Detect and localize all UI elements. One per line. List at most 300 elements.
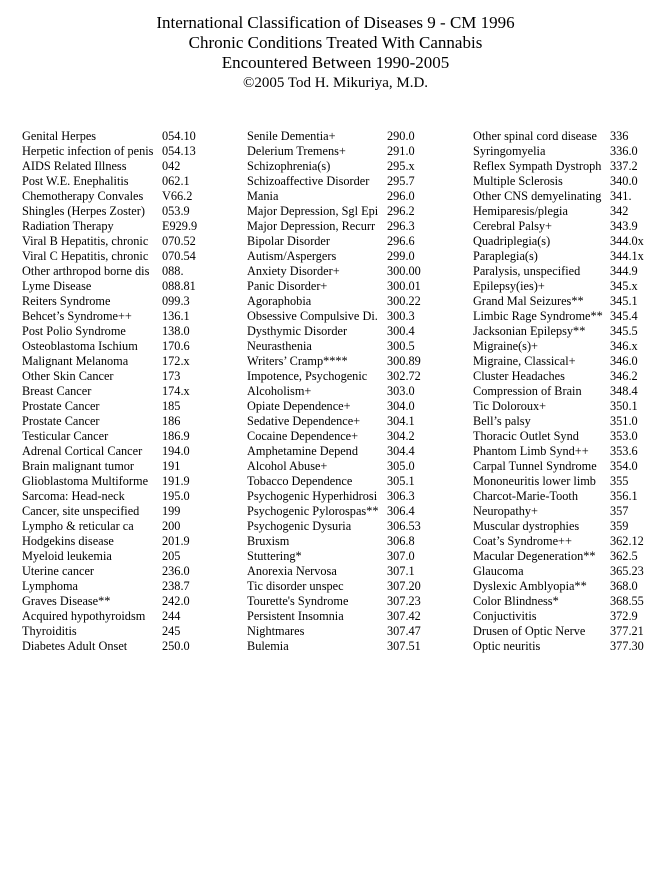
diagnosis-row [473, 399, 671, 414]
diagnosis-row [247, 384, 472, 399]
icd9-code: 303.0 [387, 384, 415, 398]
diagnosis-row [247, 489, 472, 504]
icd9-code: 173 [162, 369, 181, 383]
diagnosis-row [247, 564, 472, 579]
diagnosis-name: Optic neuritis [473, 639, 541, 653]
diagnosis-name: Brain malignant tumor [22, 459, 135, 473]
diagnosis-name: Anxiety Disorder+ [247, 264, 340, 278]
icd9-code: 365.23 [610, 564, 644, 578]
icd9-code: 346.2 [610, 369, 638, 383]
icd9-code: 296.0 [387, 189, 415, 203]
diagnosis-name: Neuropathy+ [473, 504, 538, 518]
diagnosis-name: Tourette's Syndrome [247, 594, 349, 608]
diagnosis-row [473, 579, 671, 594]
diagnosis-name: Migraine(s)+ [473, 339, 538, 353]
diagnosis-row [473, 249, 671, 264]
icd9-code: 054.13 [162, 144, 196, 158]
diagnosis-column-2 [247, 129, 472, 654]
diagnosis-name: Quadriplegia(s) [473, 234, 551, 248]
diagnosis-row [22, 579, 242, 594]
icd9-code: 070.54 [162, 249, 196, 263]
diagnosis-row [247, 234, 472, 249]
diagnosis-row [473, 219, 671, 234]
diagnosis-name: Thyroiditis [22, 624, 77, 638]
diagnosis-row [473, 519, 671, 534]
diagnosis-name: Autism/Aspergers [247, 249, 337, 263]
icd9-code: 337.2 [610, 159, 638, 173]
diagnosis-name: Opiate Dependence+ [247, 399, 351, 413]
diagnosis-name: Charcot-Marie-Tooth [473, 489, 578, 503]
icd9-code: 304.2 [387, 429, 415, 443]
icd9-code: 345.5 [610, 324, 638, 338]
diagnosis-name: Muscular dystrophies [473, 519, 580, 533]
icd9-code: 238.7 [162, 579, 190, 593]
icd9-code: 099.3 [162, 294, 190, 308]
diagnosis-name: Shingles (Herpes Zoster) [22, 204, 145, 218]
diagnosis-name: Bulemia [247, 639, 289, 653]
diagnosis-row [473, 324, 671, 339]
diagnosis-row [473, 594, 671, 609]
diagnosis-row [22, 594, 242, 609]
diagnosis-row [247, 144, 472, 159]
diagnosis-name: Viral C Hepatitis, chronic [22, 249, 149, 263]
icd9-code: 244 [162, 609, 181, 623]
diagnosis-name: AIDS Related Illness [22, 159, 127, 173]
diagnosis-row [247, 249, 472, 264]
document-subtitle: Chronic Conditions Treated With Cannabis [188, 33, 483, 52]
diagnosis-row [473, 429, 671, 444]
diagnosis-row [247, 369, 472, 384]
diagnosis-name: Post Polio Syndrome [22, 324, 126, 338]
diagnosis-name: Psychogenic Dysuria [247, 519, 352, 533]
icd9-code: 300.5 [387, 339, 415, 353]
icd9-code: 377.30 [610, 639, 644, 653]
diagnosis-row [473, 474, 671, 489]
icd9-code: 372.9 [610, 609, 638, 623]
diagnosis-name: Post W.E. Enephalitis [22, 174, 129, 188]
diagnosis-name: Glaucoma [473, 564, 524, 578]
diagnosis-row [247, 429, 472, 444]
diagnosis-row [22, 414, 242, 429]
diagnosis-name: Bell’s palsy [473, 414, 531, 428]
icd9-code: 300.3 [387, 309, 415, 323]
diagnosis-row [473, 564, 671, 579]
icd9-code: 191.9 [162, 474, 190, 488]
diagnosis-name: Adrenal Cortical Cancer [22, 444, 143, 458]
icd9-code: 307.20 [387, 579, 421, 593]
diagnosis-name: Graves Disease** [22, 594, 111, 608]
diagnosis-name: Reiters Syndrome [22, 294, 111, 308]
diagnosis-name: Delerium Tremens+ [247, 144, 346, 158]
icd9-code: 353.6 [610, 444, 638, 458]
icd9-code: 042 [162, 159, 181, 173]
diagnosis-name: Lymphoma [22, 579, 79, 593]
diagnosis-row [473, 159, 671, 174]
diagnosis-row [22, 504, 242, 519]
icd9-code: 345.x [610, 279, 638, 293]
diagnosis-name: Myeloid leukemia [22, 549, 112, 563]
diagnosis-name: Bruxism [247, 534, 290, 548]
diagnosis-name: Anorexia Nervosa [247, 564, 337, 578]
diagnosis-row [22, 159, 242, 174]
diagnosis-name: Mononeuritis lower limb [473, 474, 596, 488]
icd9-code: 062.1 [162, 174, 190, 188]
icd9-code: 174.x [162, 384, 190, 398]
icd9-code: E929.9 [162, 219, 198, 233]
icd9-code: 346.0 [610, 354, 638, 368]
icd9-code: 290.0 [387, 129, 415, 143]
diagnosis-row [247, 549, 472, 564]
diagnosis-row [473, 174, 671, 189]
icd9-code: 201.9 [162, 534, 190, 548]
diagnosis-row [22, 174, 242, 189]
icd9-code: 357 [610, 504, 629, 518]
diagnosis-name: Thoracic Outlet Synd [473, 429, 579, 443]
diagnosis-name: Cancer, site unspecified [22, 504, 140, 518]
diagnosis-name: Cerebral Palsy+ [473, 219, 552, 233]
diagnosis-row [473, 489, 671, 504]
diagnosis-name: Other CNS demyelinating [473, 189, 602, 203]
diagnosis-row [473, 309, 671, 324]
diagnosis-row [22, 399, 242, 414]
diagnosis-name: Epilepsy(ies)+ [473, 279, 545, 293]
icd9-code: 088. [162, 264, 184, 278]
diagnosis-row [22, 354, 242, 369]
icd9-code: 053.9 [162, 204, 190, 218]
diagnosis-name: Agoraphobia [247, 294, 312, 308]
diagnosis-row [22, 294, 242, 309]
diagnosis-row [22, 459, 242, 474]
diagnosis-name: Tic Doloroux+ [473, 399, 547, 413]
diagnosis-name: Diabetes Adult Onset [22, 639, 128, 653]
diagnosis-name: Compression of Brain [473, 384, 582, 398]
diagnosis-name: Paralysis, unspecified [473, 264, 581, 278]
diagnosis-row [473, 609, 671, 624]
diagnosis-row [247, 339, 472, 354]
diagnosis-name: Schizophrenia(s) [247, 159, 331, 173]
diagnosis-row [22, 624, 242, 639]
diagnosis-row [473, 129, 671, 144]
diagnosis-name: Alcohol Abuse+ [247, 459, 328, 473]
diagnosis-name: Prostate Cancer [22, 399, 100, 413]
icd9-code: 336.0 [610, 144, 638, 158]
diagnosis-row [473, 354, 671, 369]
diagnosis-row [22, 309, 242, 324]
diagnosis-name: Testicular Cancer [22, 429, 109, 443]
icd9-code: 368.0 [610, 579, 638, 593]
diagnosis-row [22, 249, 242, 264]
diagnosis-name: Breast Cancer [22, 384, 92, 398]
icd9-code: 300.4 [387, 324, 415, 338]
icd9-code: 359 [610, 519, 629, 533]
diagnosis-row [473, 264, 671, 279]
document-copyright: ©2005 Tod H. Mikuriya, M.D. [242, 75, 429, 91]
diagnosis-name: Coat’s Syndrome++ [473, 534, 572, 548]
diagnosis-name: Psychogenic Hyperhidrosi [247, 489, 378, 503]
diagnosis-row [473, 549, 671, 564]
document-title: International Classification of Diseases 9 - CM 1996 [156, 13, 515, 32]
diagnosis-name: Stuttering* [247, 549, 302, 563]
icd9-code: 088.81 [162, 279, 196, 293]
diagnosis-row [22, 384, 242, 399]
diagnosis-name: Phantom Limb Synd++ [473, 444, 589, 458]
diagnosis-row [22, 369, 242, 384]
icd9-code: 299.0 [387, 249, 415, 263]
diagnosis-name: Persistent Insomnia [247, 609, 344, 623]
diagnosis-row [22, 279, 242, 294]
icd9-code: 340.0 [610, 174, 638, 188]
icd9-code: 307.47 [387, 624, 421, 638]
diagnosis-row [247, 399, 472, 414]
icd9-code: 348.4 [610, 384, 638, 398]
diagnosis-row [473, 339, 671, 354]
diagnosis-row [247, 444, 472, 459]
diagnosis-name: Migraine, Classical+ [473, 354, 576, 368]
diagnosis-name: Panic Disorder+ [247, 279, 328, 293]
icd9-code: 245 [162, 624, 181, 638]
icd9-code: 136.1 [162, 309, 190, 323]
icd9-code: 368.55 [610, 594, 644, 608]
diagnosis-row [473, 144, 671, 159]
diagnosis-name: Schizoaffective Disorder [247, 174, 370, 188]
diagnosis-name: Herpetic infection of penis [22, 144, 154, 158]
diagnosis-name: Paraplegia(s) [473, 249, 538, 263]
diagnosis-name: Color Blindness* [473, 594, 559, 608]
icd9-code: 205 [162, 549, 181, 563]
diagnosis-name: Syringomyelia [473, 144, 546, 158]
diagnosis-row [473, 459, 671, 474]
icd9-code: 186.9 [162, 429, 190, 443]
diagnosis-row [22, 234, 242, 249]
diagnosis-name: Radiation Therapy [22, 219, 114, 233]
diagnosis-row [247, 579, 472, 594]
diagnosis-row [473, 234, 671, 249]
diagnosis-column-1 [22, 129, 242, 654]
diagnosis-name: Genital Herpes [22, 129, 97, 143]
icd9-code: 345.1 [610, 294, 638, 308]
icd9-code: 300.01 [387, 279, 421, 293]
document-header [0, 13, 671, 93]
diagnosis-name: Other spinal cord disease [473, 129, 597, 143]
icd9-code: 300.22 [387, 294, 421, 308]
diagnosis-row [247, 294, 472, 309]
icd9-code: 344.1x [610, 249, 644, 263]
icd9-code: 342 [610, 204, 629, 218]
diagnosis-name: Sarcoma: Head-neck [22, 489, 125, 503]
diagnosis-row [22, 129, 242, 144]
icd9-code: 304.1 [387, 414, 415, 428]
diagnosis-row [247, 264, 472, 279]
icd9-code: 377.21 [610, 624, 644, 638]
diagnosis-row [473, 279, 671, 294]
diagnosis-row [473, 384, 671, 399]
diagnosis-row [473, 189, 671, 204]
diagnosis-row [247, 159, 472, 174]
diagnosis-row [22, 339, 242, 354]
icd9-code: 344.9 [610, 264, 638, 278]
diagnosis-row [22, 204, 242, 219]
icd9-code: V66.2 [162, 189, 193, 203]
diagnosis-name: Dysthymic Disorder [247, 324, 348, 338]
diagnosis-row [473, 369, 671, 384]
diagnosis-name: Cocaine Dependence+ [247, 429, 359, 443]
diagnosis-name: Psychogenic Pylorospas** [247, 504, 379, 518]
diagnosis-row [247, 219, 472, 234]
icd9-code: 199 [162, 504, 181, 518]
diagnosis-row [22, 219, 242, 234]
diagnosis-name: Hemiparesis/plegia [473, 204, 568, 218]
diagnosis-name: Senile Dementia+ [247, 129, 336, 143]
diagnosis-name: Major Depression, Recurr [247, 219, 376, 233]
icd9-code: 300.00 [387, 264, 421, 278]
diagnosis-row [247, 309, 472, 324]
diagnosis-name: Prostate Cancer [22, 414, 100, 428]
icd9-code: 344.0x [610, 234, 644, 248]
icd9-code: 306.3 [387, 489, 415, 503]
icd9-code: 306.8 [387, 534, 415, 548]
icd9-code: 346.x [610, 339, 638, 353]
diagnosis-row [247, 504, 472, 519]
diagnosis-name: Other Skin Cancer [22, 369, 114, 383]
diagnosis-row [22, 429, 242, 444]
diagnosis-name: Tic disorder unspec [247, 579, 344, 593]
diagnosis-name: Limbic Rage Syndrome** [473, 309, 603, 323]
icd9-code: 191 [162, 459, 181, 473]
icd9-code: 341. [610, 189, 632, 203]
diagnosis-row [473, 534, 671, 549]
diagnosis-row [22, 474, 242, 489]
diagnosis-name: Dyslexic Amblyopia** [473, 579, 587, 593]
diagnosis-name: Lympho & reticular ca [22, 519, 134, 533]
diagnosis-name: Lyme Disease [22, 279, 92, 293]
diagnosis-name: Viral B Hepatitis, chronic [22, 234, 149, 248]
diagnosis-name: Multiple Sclerosis [473, 174, 563, 188]
diagnosis-row [247, 459, 472, 474]
icd9-code: 296.6 [387, 234, 415, 248]
diagnosis-row [247, 174, 472, 189]
diagnosis-row [22, 264, 242, 279]
diagnosis-name: Neurasthenia [247, 339, 312, 353]
icd9-code: 351.0 [610, 414, 638, 428]
icd9-code: 350.1 [610, 399, 638, 413]
diagnosis-row [247, 609, 472, 624]
diagnosis-name: Carpal Tunnel Syndrome [473, 459, 597, 473]
diagnosis-row [247, 279, 472, 294]
diagnosis-name: Acquired hypothyroidsm [22, 609, 146, 623]
diagnosis-row [247, 534, 472, 549]
diagnosis-row [473, 414, 671, 429]
diagnosis-row [473, 444, 671, 459]
diagnosis-row [247, 204, 472, 219]
diagnosis-row [247, 519, 472, 534]
icd9-code: 362.5 [610, 549, 638, 563]
diagnosis-row [22, 144, 242, 159]
diagnosis-row [247, 414, 472, 429]
icd9-code: 295.x [387, 159, 415, 173]
diagnosis-name: Cluster Headaches [473, 369, 565, 383]
icd9-code: 305.1 [387, 474, 415, 488]
diagnosis-row [247, 129, 472, 144]
diagnosis-name: Amphetamine Depend [247, 444, 358, 458]
icd9-code: 186 [162, 414, 181, 428]
diagnosis-name: Major Depression, Sgl Epi [247, 204, 379, 218]
diagnosis-name: Malignant Melanoma [22, 354, 129, 368]
icd9-code: 345.4 [610, 309, 638, 323]
diagnosis-name: Obsessive Compulsive Di. [247, 309, 378, 323]
icd9-code: 307.1 [387, 564, 415, 578]
diagnosis-name: Jacksonian Epilepsy** [473, 324, 586, 338]
icd9-code: 242.0 [162, 594, 190, 608]
diagnosis-row [22, 609, 242, 624]
icd9-code: 054.10 [162, 129, 196, 143]
diagnosis-row [247, 624, 472, 639]
diagnosis-name: Reflex Sympath Dystroph [473, 159, 602, 173]
diagnosis-name: Writers’ Cramp**** [247, 354, 348, 368]
diagnosis-name: Alcoholism+ [247, 384, 312, 398]
diagnosis-row [247, 474, 472, 489]
diagnosis-name: Macular Degeneration** [473, 549, 596, 563]
diagnosis-row [22, 519, 242, 534]
diagnosis-row [22, 444, 242, 459]
icd9-code: 070.52 [162, 234, 196, 248]
diagnosis-name: Nightmares [247, 624, 305, 638]
diagnosis-name: Osteoblastoma Ischium [22, 339, 138, 353]
diagnosis-row [247, 354, 472, 369]
icd9-code: 295.7 [387, 174, 415, 188]
diagnosis-row [22, 564, 242, 579]
diagnosis-row [22, 189, 242, 204]
icd9-code: 307.23 [387, 594, 421, 608]
icd9-code: 236.0 [162, 564, 190, 578]
diagnosis-row [473, 204, 671, 219]
icd9-code: 343.9 [610, 219, 638, 233]
icd9-code: 138.0 [162, 324, 190, 338]
icd9-code: 250.0 [162, 639, 190, 653]
diagnosis-name: Sedative Dependence+ [247, 414, 361, 428]
icd9-code: 305.0 [387, 459, 415, 473]
diagnosis-name: Mania [247, 189, 279, 203]
diagnosis-row [22, 489, 242, 504]
diagnosis-row [22, 549, 242, 564]
diagnosis-name: Impotence, Psychogenic [247, 369, 368, 383]
diagnosis-name: Tobacco Dependence [247, 474, 353, 488]
diagnosis-name: Conjuctivitis [473, 609, 537, 623]
diagnosis-row [473, 624, 671, 639]
icd9-code: 306.4 [387, 504, 415, 518]
diagnosis-name: Grand Mal Seizures** [473, 294, 584, 308]
diagnosis-name: Uterine cancer [22, 564, 95, 578]
icd9-code: 172.x [162, 354, 190, 368]
diagnosis-column-3 [473, 129, 671, 654]
diagnosis-name: Glioblastoma Multiforme [22, 474, 149, 488]
icd9-code: 296.2 [387, 204, 415, 218]
icd9-code: 194.0 [162, 444, 190, 458]
diagnosis-row [247, 189, 472, 204]
icd9-code: 296.3 [387, 219, 415, 233]
icd9-code: 362.12 [610, 534, 644, 548]
diagnosis-name: Drusen of Optic Nerve [473, 624, 586, 638]
diagnosis-row [473, 504, 671, 519]
diagnosis-row [22, 324, 242, 339]
diagnosis-row [473, 639, 671, 654]
icd9-code: 185 [162, 399, 181, 413]
diagnosis-row [247, 324, 472, 339]
icd9-code: 307.42 [387, 609, 421, 623]
diagnosis-row [22, 639, 242, 654]
icd9-code: 354.0 [610, 459, 638, 473]
diagnosis-name: Bipolar Disorder [247, 234, 330, 248]
diagnosis-name: Other arthropod borne dis [22, 264, 150, 278]
